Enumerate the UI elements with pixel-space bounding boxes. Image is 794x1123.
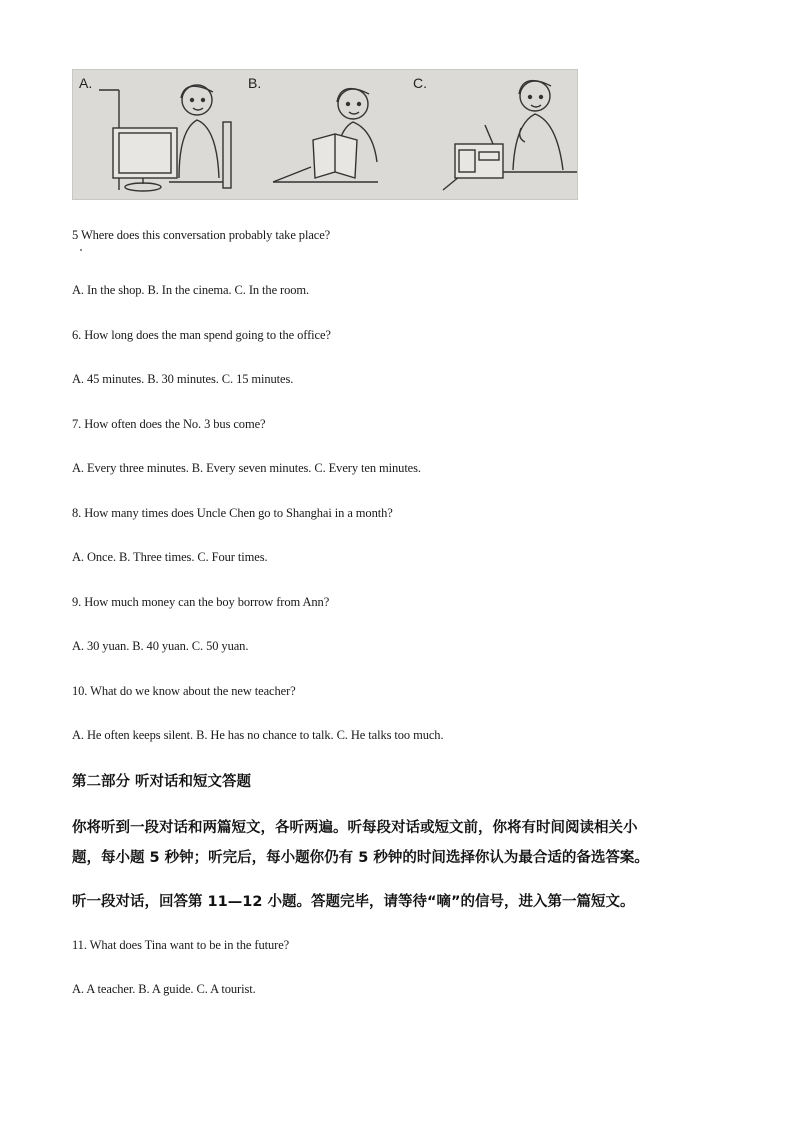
question-8: 8. How many times does Uncle Chen go to Shanghai in a month? [72,506,393,520]
question-9-options: A. 30 yuan. B. 40 yuan. C. 50 yuan. [72,639,249,653]
question-10: 10. What do we know about the new teacher? [72,684,296,698]
panel-c-radio-drawing [443,81,577,190]
question-7: 7. How often does the No. 3 bus come? [72,417,266,431]
question-6: 6. How long does the man spend going to the office? [72,328,331,342]
panel-a-computer-drawing [99,85,231,191]
listening-picture-figure [72,69,578,200]
section-2-heading: 第二部分 听对话和短文答题 [72,774,252,790]
panel-b-reading-drawing [273,89,378,182]
section-2-instructions-line-1: 你将听到一段对话和两篇短文，各听两遍。听每段对话或短文前，你将有时间阅读相关小 [72,820,638,836]
figure-illustration [73,70,577,199]
question-7-options: A. Every three minutes. B. Every seven minutes. C. Every ten minutes. [72,461,421,475]
question-5: 5 Where does this conversation probably take place? [72,228,331,242]
question-5-options: A. In the shop. B. In the cinema. C. In the room. [72,283,310,297]
section-2-instructions-line-3: 听一段对话，回答第 11—12 小题。答题完毕，请等待“嘀”的信号，进入第一篇短文。 [72,894,635,910]
panel-label-c: C. [413,75,427,91]
question-11-options: A. A teacher. B. A guide. C. A tourist. [72,982,256,996]
question-6-options: A. 45 minutes. B. 30 minutes. C. 15 minutes. [72,372,294,386]
panel-label-a: A. [79,75,93,91]
question-8-options: A. Once. B. Three times. C. Four times. [72,550,268,564]
question-11: 11. What does Tina want to be in the future? [72,938,290,952]
section-2-instructions-line-2: 题，每小题 5 秒钟；听完后，每小题你仍有 5 秒钟的时间选择你认为最合适的备选答案。 [72,850,649,866]
panel-label-b: B. [248,75,262,91]
stray-mark [80,249,82,251]
question-9: 9. How much money can the boy borrow from Ann? [72,595,330,609]
question-10-options: A. He often keeps silent. B. He has no chance to talk. C. He talks too much. [72,728,444,742]
